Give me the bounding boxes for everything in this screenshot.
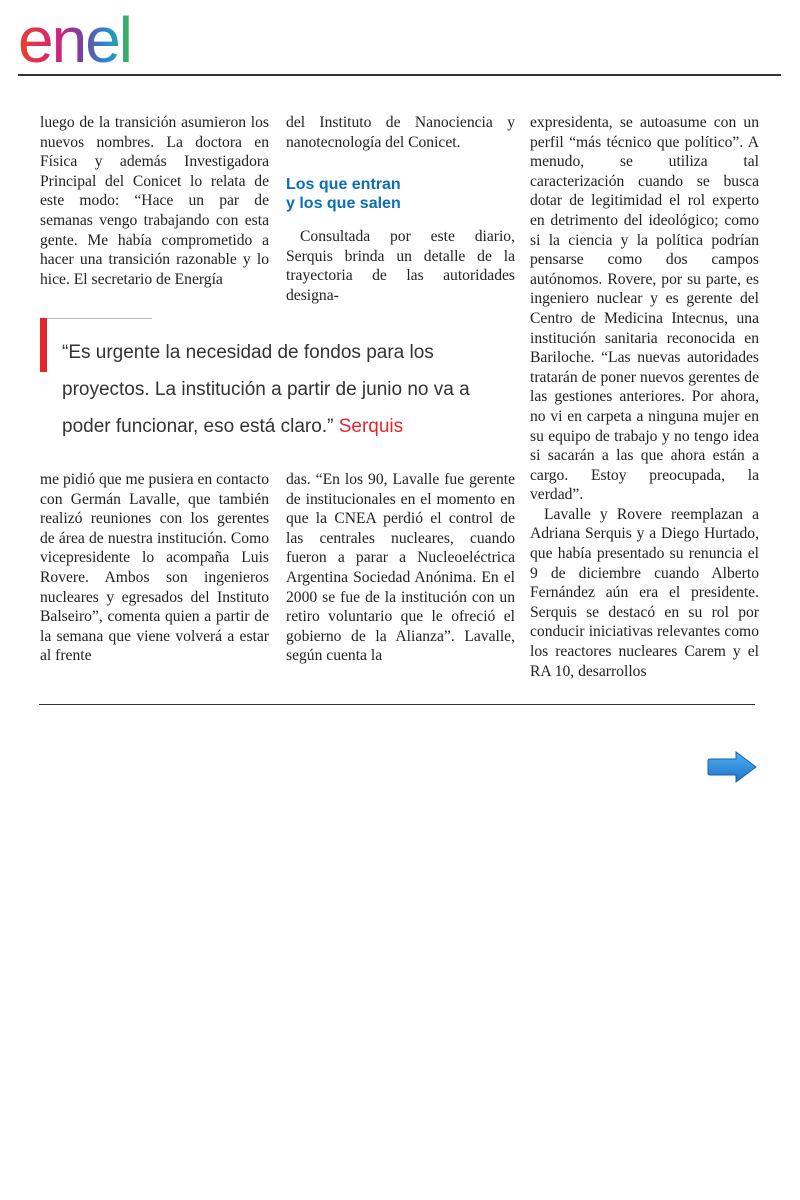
subhead-line-1: Los que entran [286, 176, 401, 194]
col1-bottom-paragraph: me pidió que me pusiera en contacto con Germán Lavalle, que también realizó reuniones con los gerentes de área de nuestra institución. Como vicepresidente lo acompaña Luis Rovere. Ambos son ingenieros nucleares y egresados del Instituto Balseiro”, comenta quien a partir de la semana que viene volverá a estar al frente [40, 471, 269, 665]
enel-logo [18, 6, 183, 72]
col2-top-paragraph-1: del Instituto de Nanociencia y nanotecnología del Conicet. [286, 114, 515, 151]
pull-quote-author: Serquis [338, 416, 404, 437]
col3-paragraph-1: expresidenta, se autoasume con un perfil “más técnico que político”. A menudo, se utiliza tal caracterización cuando se busca dotar de legitimidad el rol experto en detrimento del ideológico; como si la ciencia y la política podrían pensarse como dos campos autónomos. Rovere, por su parte, es ingeniero nuclear y es gerente del Centro de Medicina Intecnus, una institución sanitaria reconocida en Bariloche. “Las nuevas autoridades tratarán de poner nuevos gerentes de las gestiones anteriores. Por ahora, no vi en carpeta a ninguna mujer en su equipo de trabajo y no tengo idea si sacarán a las que ahora están a cargo. Estoy preocupada, la verdad”. [530, 114, 759, 504]
bottom-rule [39, 704, 755, 705]
column-3 [530, 113, 759, 681]
right-arrow-icon[interactable] [706, 750, 758, 784]
enel-logo-text: enel [18, 6, 131, 72]
pull-quote-text: “Es urgente la necesidad de fondos para los proyectos. La institución a partir de junio no va a poder funcionar, eso está claro.” [62, 342, 470, 437]
column-1-top [40, 113, 269, 289]
section-subhead [286, 175, 515, 213]
col2-bottom-paragraph: das. “En los 90, Lavalle fue gerente de institucionales en el momento en que la CNEA perdió el control de las centrales nucleares, cuando fueron a parar a Nucleoeléctrica Argentina Sociedad Anónima. En el 2000 se fue de la institución con un retiro voluntario que le ofreció el gobierno de la Alianza”. Lavalle, según cuenta la [286, 471, 515, 665]
header-rule [18, 74, 781, 76]
col2-top-paragraph-2: Consultada por este diario, Serquis brinda un detalle de la trayectoria de las autoridades designa- [286, 228, 515, 304]
col3-paragraph-2: Lavalle y Rovere reemplazan a Adriana Serquis y a Diego Hurtado, que había presentado su renuncia el 9 de diciembre cuando Alberto Fernández aún era el presidente. Serquis se destacó en su rol por conducir iniciativas relevantes como los reactores nucleares Carem y el RA 10, desarrollos [530, 505, 759, 680]
column-2-bottom [286, 470, 515, 666]
col1-top-paragraph: luego de la transición asumieron los nuevos nombres. La doctora en Física y además Investigadora Principal del Conicet lo relata de este modo: “Hace un par de semanas vengo trabajando con esta gente. Me había comprometido a hacer una transición razonable y lo hice. El secretario de Energía [40, 114, 269, 288]
column-1-bottom [40, 470, 269, 666]
subhead-line-2: y los que salen [286, 195, 401, 213]
pull-quote [62, 334, 502, 445]
quote-accent-bar [40, 318, 47, 372]
column-2-top [286, 113, 515, 306]
quote-top-rule [40, 318, 152, 319]
